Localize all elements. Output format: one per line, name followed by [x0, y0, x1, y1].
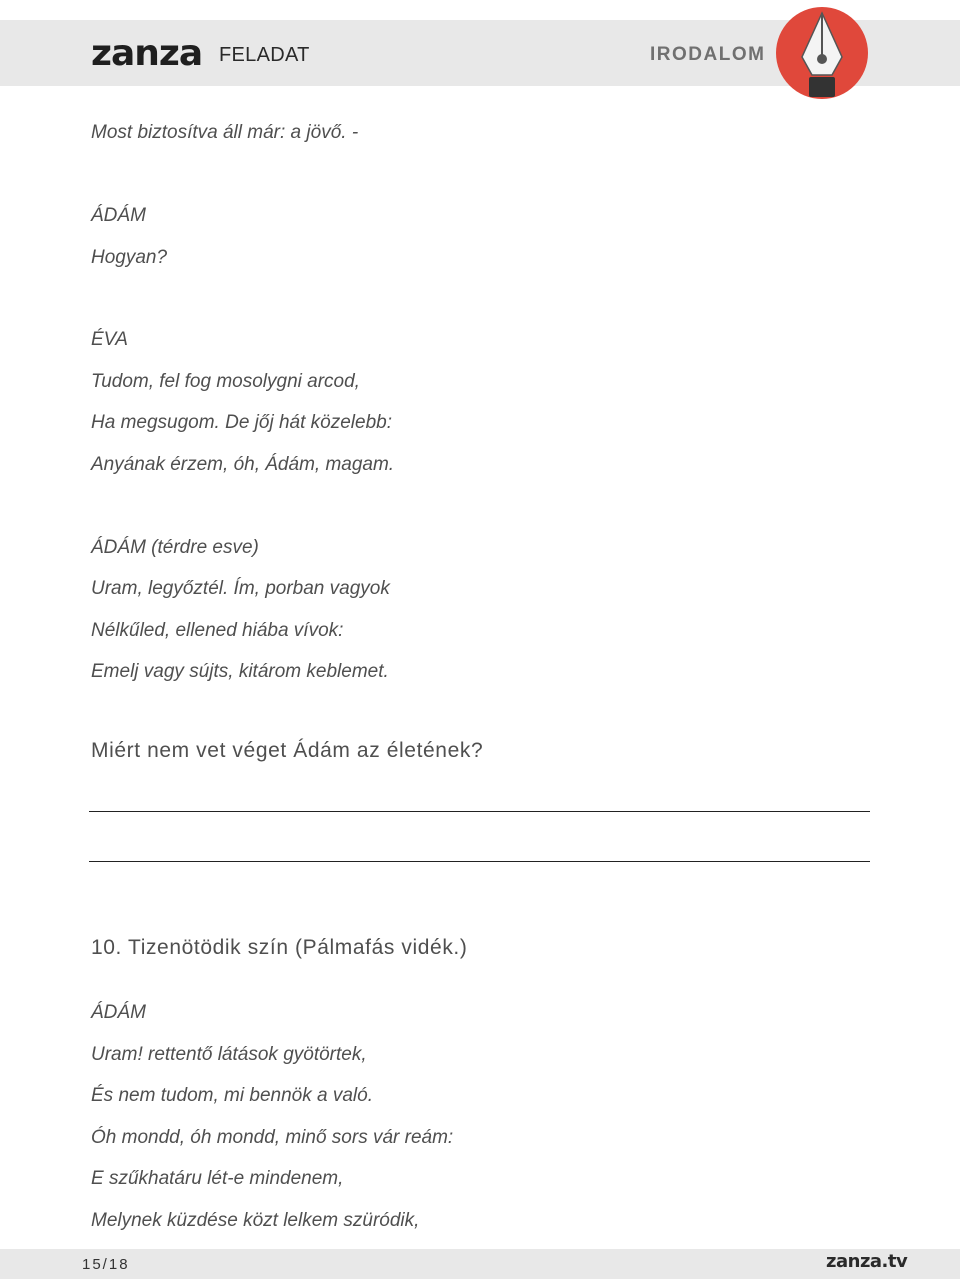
poem-line: Uram! rettentő látások gyötörtek,	[91, 1044, 367, 1065]
poem-line: És nem tudom, mi bennök a való.	[91, 1085, 373, 1106]
speaker-label: ÉVA	[91, 329, 128, 350]
poem-line: Ha megsugom. De jőj hát közelebb:	[91, 412, 392, 433]
poem-line: Uram, legyőztél. Ím, porban vagyok	[91, 578, 390, 599]
feladat-label: FELADAT	[219, 44, 310, 66]
speaker-label: ÁDÁM	[91, 205, 146, 226]
footer-logo: zanza.tv	[826, 1251, 908, 1272]
page-number: 15/18	[82, 1256, 130, 1273]
speaker-label: ÁDÁM (térdre esve)	[91, 537, 259, 558]
zanza-logo: zanza	[91, 33, 203, 74]
speaker-label: ÁDÁM	[91, 1002, 146, 1023]
poem-line: Óh mondd, óh mondd, minő sors vár reám:	[91, 1127, 454, 1148]
poem-line: Melynek küzdése közt lelkem szüródik,	[91, 1210, 420, 1231]
poem-line: Anyának érzem, óh, Ádám, magam.	[91, 454, 395, 475]
poem-line: Emelj vagy sújts, kitárom keblemet.	[91, 661, 389, 682]
fountain-pen-icon	[776, 7, 868, 99]
answer-line[interactable]	[89, 861, 870, 862]
subject-label: IRODALOM	[650, 44, 766, 65]
question-text: Miért nem vet véget Ádám az életének?	[91, 739, 484, 762]
poem-line: Hogyan?	[91, 247, 168, 268]
footer-band	[0, 1249, 960, 1279]
poem-line: Nélkűled, ellened hiába vívok:	[91, 620, 344, 641]
poem-line: Tudom, fel fog mosolygni arcod,	[91, 371, 360, 392]
section-title: 10. Tizenötödik szín (Pálmafás vidék.)	[91, 936, 468, 959]
poem-line: E szűkhatáru lét-e mindenem,	[91, 1168, 344, 1189]
poem-line: Most biztosítva áll már: a jövő. -	[91, 122, 359, 143]
answer-line[interactable]	[89, 811, 870, 812]
